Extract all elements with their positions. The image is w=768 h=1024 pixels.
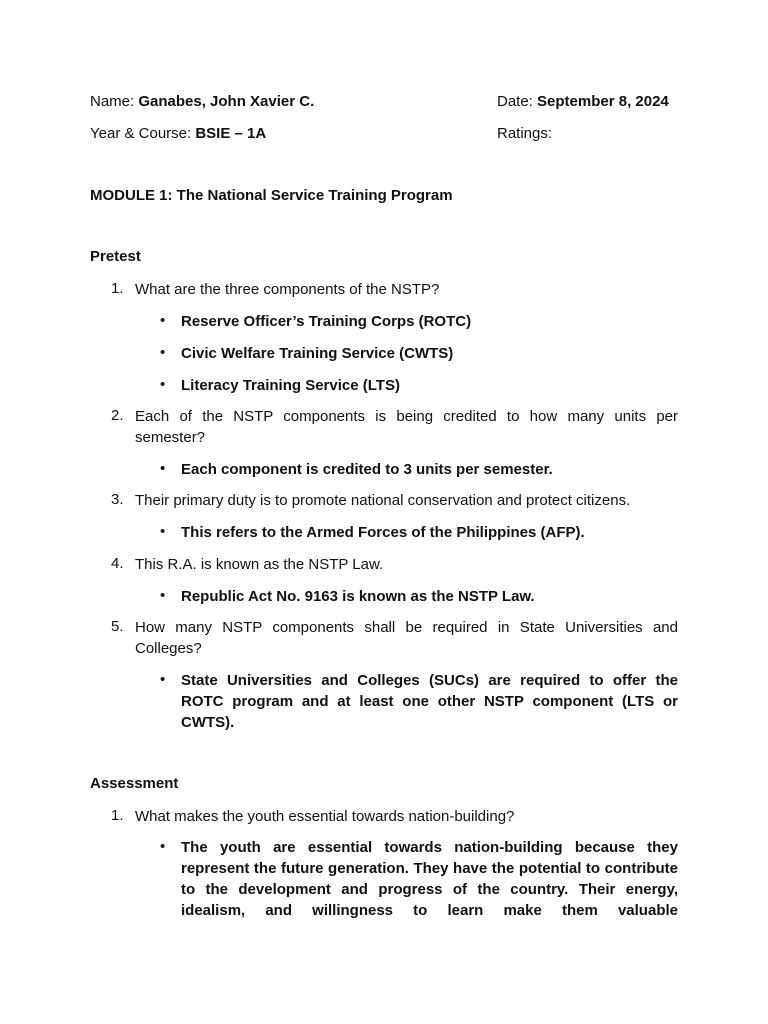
name-line (90, 92, 314, 112)
date-line (497, 92, 669, 112)
question-text: How many NSTP components shall be required in State Universities and Colleges? (135, 619, 678, 657)
answer-text: Each component is credited to 3 units per semester. (181, 461, 553, 478)
bullet-dot: • (160, 460, 166, 477)
question-text: Their primary duty is to promote national conservation and protect citizens. (135, 492, 631, 509)
bullet-dot: • (160, 838, 166, 855)
course-label: Year & Course: (90, 125, 192, 142)
answer-text: This refers to the Armed Forces of the Philippines (AFP). (181, 524, 585, 541)
answer-text: Republic Act No. 9163 is known as the NSTP Law. (181, 588, 535, 605)
bullet-dot: • (160, 376, 166, 393)
question-text: What are the three components of the NSTP? (135, 281, 440, 298)
answer-text: Literacy Training Service (LTS) (181, 377, 400, 394)
bullet-dot: • (160, 671, 166, 688)
module-title: MODULE 1: The National Service Training Program (90, 187, 453, 204)
assessment-heading: Assessment (90, 775, 179, 792)
student-name: Ganabes, John Xavier C. (138, 93, 315, 110)
bullet-dot: • (160, 587, 166, 604)
question-number: 1. (111, 807, 124, 824)
course-line (90, 124, 266, 144)
ratings-label: Ratings: (497, 125, 553, 142)
answer-text: Reserve Officer’s Training Corps (ROTC) (181, 313, 472, 330)
bullet-dot: • (160, 312, 166, 329)
date-label: Date: (497, 93, 533, 110)
course-value: BSIE – 1A (195, 125, 267, 142)
question-number: 3. (111, 491, 124, 508)
bullet-dot: • (160, 523, 166, 540)
question-number: 5. (111, 618, 124, 635)
date-value: September 8, 2024 (537, 93, 669, 110)
name-label: Name: (90, 93, 135, 110)
question-number: 4. (111, 555, 124, 572)
question-text: Each of the NSTP components is being credited to how many units per semester? (135, 408, 678, 446)
question-text: This R.A. is known as the NSTP Law. (135, 556, 384, 573)
question-number: 2. (111, 407, 124, 424)
pretest-heading: Pretest (90, 248, 141, 265)
bullet-dot: • (160, 344, 166, 361)
answer-text: Civic Welfare Training Service (CWTS) (181, 345, 454, 362)
answer-text: The youth are essential towards nation-building because they represent the future generation. They have the potential to contribute to the development and progress of the country. Their energy, idealism, and willingness to learn make them valuable (181, 839, 678, 919)
question-text: What makes the youth essential towards nation-building? (135, 808, 515, 825)
answer-text: State Universities and Colleges (SUCs) are required to offer the ROTC program and at least one other NSTP component (LTS or CWTS). (181, 672, 678, 731)
question-number: 1. (111, 280, 124, 297)
